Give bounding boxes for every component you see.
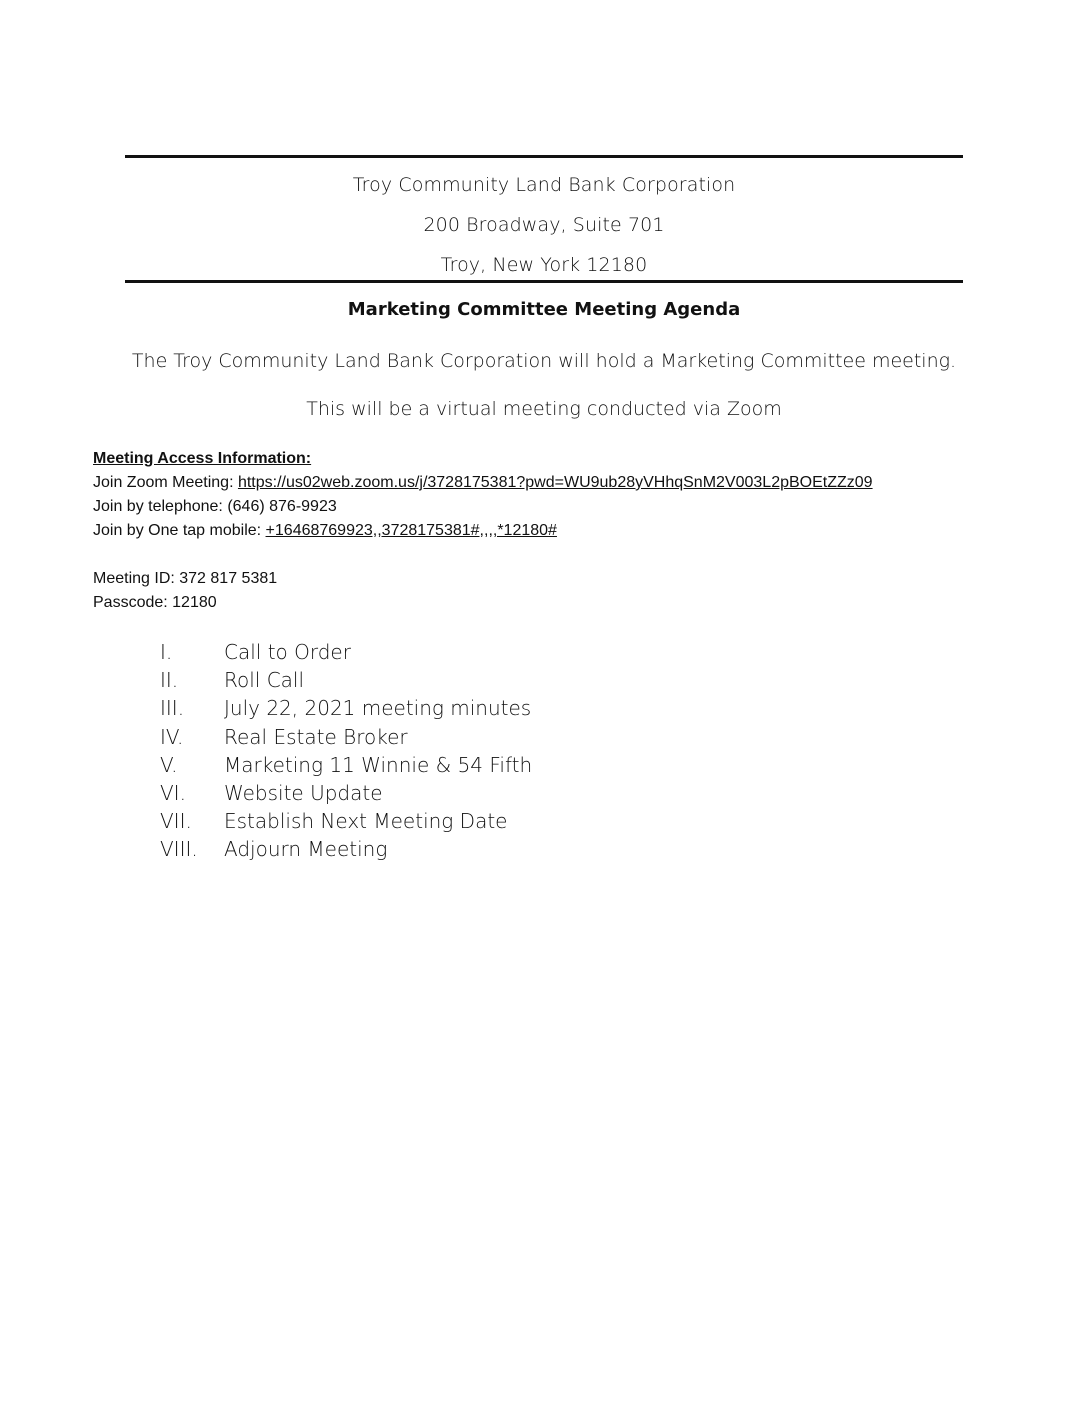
spacer bbox=[93, 543, 873, 567]
organization-city: Troy, New York 12180 bbox=[440, 254, 648, 276]
intro-line-2: This will be a virtual meeting conducted via Zoom bbox=[306, 398, 782, 420]
agenda-item-text: Adjourn Meeting bbox=[224, 837, 388, 862]
agenda-item bbox=[160, 751, 532, 779]
agenda-item-text: Real Estate Broker bbox=[224, 724, 408, 749]
one-tap-mobile-line bbox=[93, 519, 873, 543]
intro-line-1: The Troy Community Land Bank Corporation will hold a Marketing Committee meeting. bbox=[131, 350, 957, 372]
agenda-item-number: III. bbox=[160, 696, 185, 721]
agenda-item bbox=[160, 666, 532, 694]
organization-name: Troy Community Land Bank Corporation bbox=[352, 174, 736, 196]
agenda-item-number: VI. bbox=[160, 780, 186, 805]
telephone-line: Join by telephone: (646) 876-9923 bbox=[93, 498, 337, 515]
agenda-item bbox=[160, 638, 532, 666]
agenda-item bbox=[160, 779, 532, 807]
agenda-item-number: VIII. bbox=[160, 837, 198, 862]
organization-address: 200 Broadway, Suite 701 bbox=[423, 214, 665, 236]
zoom-meeting-link[interactable]: https://us02web.zoom.us/j/3728175381?pwd=WU9ub28yVHhqSnM2V003L2pBOEtZZz09 bbox=[237, 474, 873, 491]
zoom-meeting-label: Join Zoom Meeting: bbox=[93, 474, 238, 491]
agenda-list bbox=[160, 638, 532, 864]
agenda-item bbox=[160, 723, 532, 751]
one-tap-mobile-label: Join by One tap mobile: bbox=[93, 522, 266, 539]
agenda-item bbox=[160, 835, 532, 863]
meeting-access-section bbox=[93, 447, 873, 615]
meeting-access-heading: Meeting Access Information: bbox=[93, 450, 312, 467]
header-top-rule bbox=[125, 155, 963, 158]
agenda-item-text: Website Update bbox=[224, 780, 383, 805]
agenda-item-text: Call to Order bbox=[224, 640, 351, 664]
agenda-item-number: I. bbox=[160, 640, 173, 664]
meeting-id: Meeting ID: 372 817 5381 bbox=[93, 570, 278, 587]
agenda-title: Marketing Committee Meeting Agenda bbox=[347, 299, 741, 320]
agenda-item-number: IV. bbox=[160, 724, 184, 749]
passcode: Passcode: 12180 bbox=[93, 594, 217, 611]
agenda-item-number: II. bbox=[160, 668, 179, 693]
agenda-item bbox=[160, 807, 532, 835]
agenda-item-text: Establish Next Meeting Date bbox=[224, 809, 508, 834]
header-bottom-rule bbox=[125, 280, 963, 283]
agenda-item-number: V. bbox=[160, 752, 178, 777]
one-tap-mobile-link[interactable]: +16468769923,,3728175381#,,,,*12180# bbox=[265, 522, 557, 539]
agenda-item-text: July 22, 2021 meeting minutes bbox=[224, 696, 532, 721]
agenda-item bbox=[160, 694, 532, 722]
agenda-item-text: Roll Call bbox=[224, 668, 305, 693]
zoom-meeting-line bbox=[93, 471, 873, 495]
agenda-item-number: VII. bbox=[160, 809, 192, 834]
agenda-item-text: Marketing 11 Winnie & 54 Fifth bbox=[224, 752, 533, 777]
